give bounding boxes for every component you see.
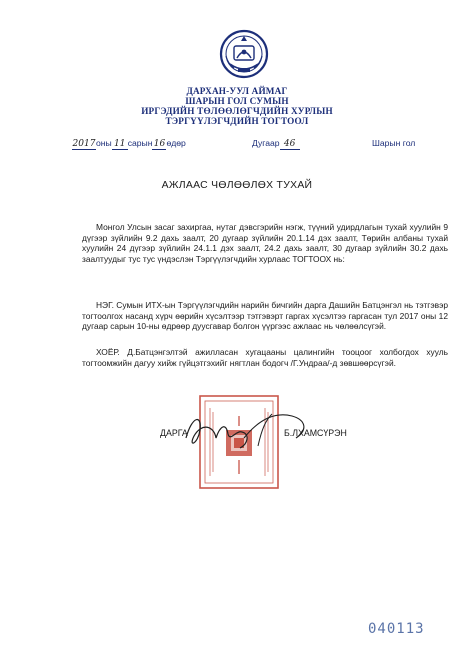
resolution-place: Шарын гол: [372, 138, 416, 148]
org-line-presidium: ТЭРГҮҮЛЭГЧДИЙН ТОГТООЛ: [165, 116, 309, 126]
serial-number: 040113: [368, 621, 425, 637]
paragraph-2-text: НЭГ. Сумын ИТХ-ын Тэргүүлэгчдийн нарийн бичгийн дарга Дашийн Батцэнгэл нь тэтгэвэр тогтоолгох насанд хүрч өөрийн хүсэлтээр тэтгэвэрт гаргах хүсэлтээ гаргасан тул 2017 оны 12 дугаар сарын 10-ны өдрөөр дуусгавар болгон үүргээс ажлаас нь чөлөөлсүгэй.: [82, 300, 448, 332]
date-day: 16: [153, 139, 166, 149]
date-day-suffix: өдөр: [166, 138, 186, 148]
resolution-number: [252, 138, 300, 150]
body-paragraph-3: [82, 347, 448, 368]
paragraph-1-text: Монгол Улсын засаг захиргаа, нутаг дэвсгэрийн нэгж, түүний удирдлагын тухай хуулийн 9 дүгээр зүйлийн 9.2 дахь заалт, 20 дугаар зүйлийн 20.1.14 дэх заалт, Төрийн албаны тухай хуулийн 24 дүгээр зүйлийн 24.1.1 дэх заалт, 24.2 дахь заалт, 30 дугаар зүйлийн 30.2 дахь заалтуудыг тус тус үндэслэн Тэргүүлэгчдийн хурлаас ТОГТООХ нь:: [82, 222, 448, 264]
org-line-council: ИРГЭДИЙН ТӨЛӨӨЛӨГЧДИЙН ХУРЛЫН: [141, 106, 333, 116]
document-title: АЖЛААС ЧӨЛӨӨЛӨХ ТУХАЙ: [161, 180, 313, 191]
resolution-date: [72, 138, 186, 150]
signatory-name: Б.ЛХАМСҮРЭН: [284, 428, 347, 438]
state-emblem-icon: [218, 28, 270, 80]
org-line-sum: ШАРЫН ГОЛ СУМЫН: [185, 96, 289, 106]
paragraph-3-text: ХОЁР. Д.Батцэнгэлтэй ажилласан хугацааны цалингийн тооцоог холбогдох хууль тогтоомжийн дагуу хийж гүйцэтгэхийг нягтлан бодогч /Г.Ундраа/-д зөвшөөрсүгэй.: [82, 347, 448, 368]
date-month-suffix: сарын: [127, 138, 153, 148]
body-paragraph-2: [82, 300, 448, 332]
number-label: Дугаар: [252, 138, 280, 148]
org-line-aimag: ДАРХАН-УУЛ АЙМАГ: [186, 86, 288, 96]
body-paragraph-1: [82, 222, 448, 264]
signatory-title: ДАРГА: [160, 428, 188, 438]
date-month: 11: [112, 139, 128, 150]
date-year: 2017: [72, 139, 96, 149]
number-value: 46: [280, 139, 300, 150]
date-year-suffix: оны: [96, 138, 112, 148]
